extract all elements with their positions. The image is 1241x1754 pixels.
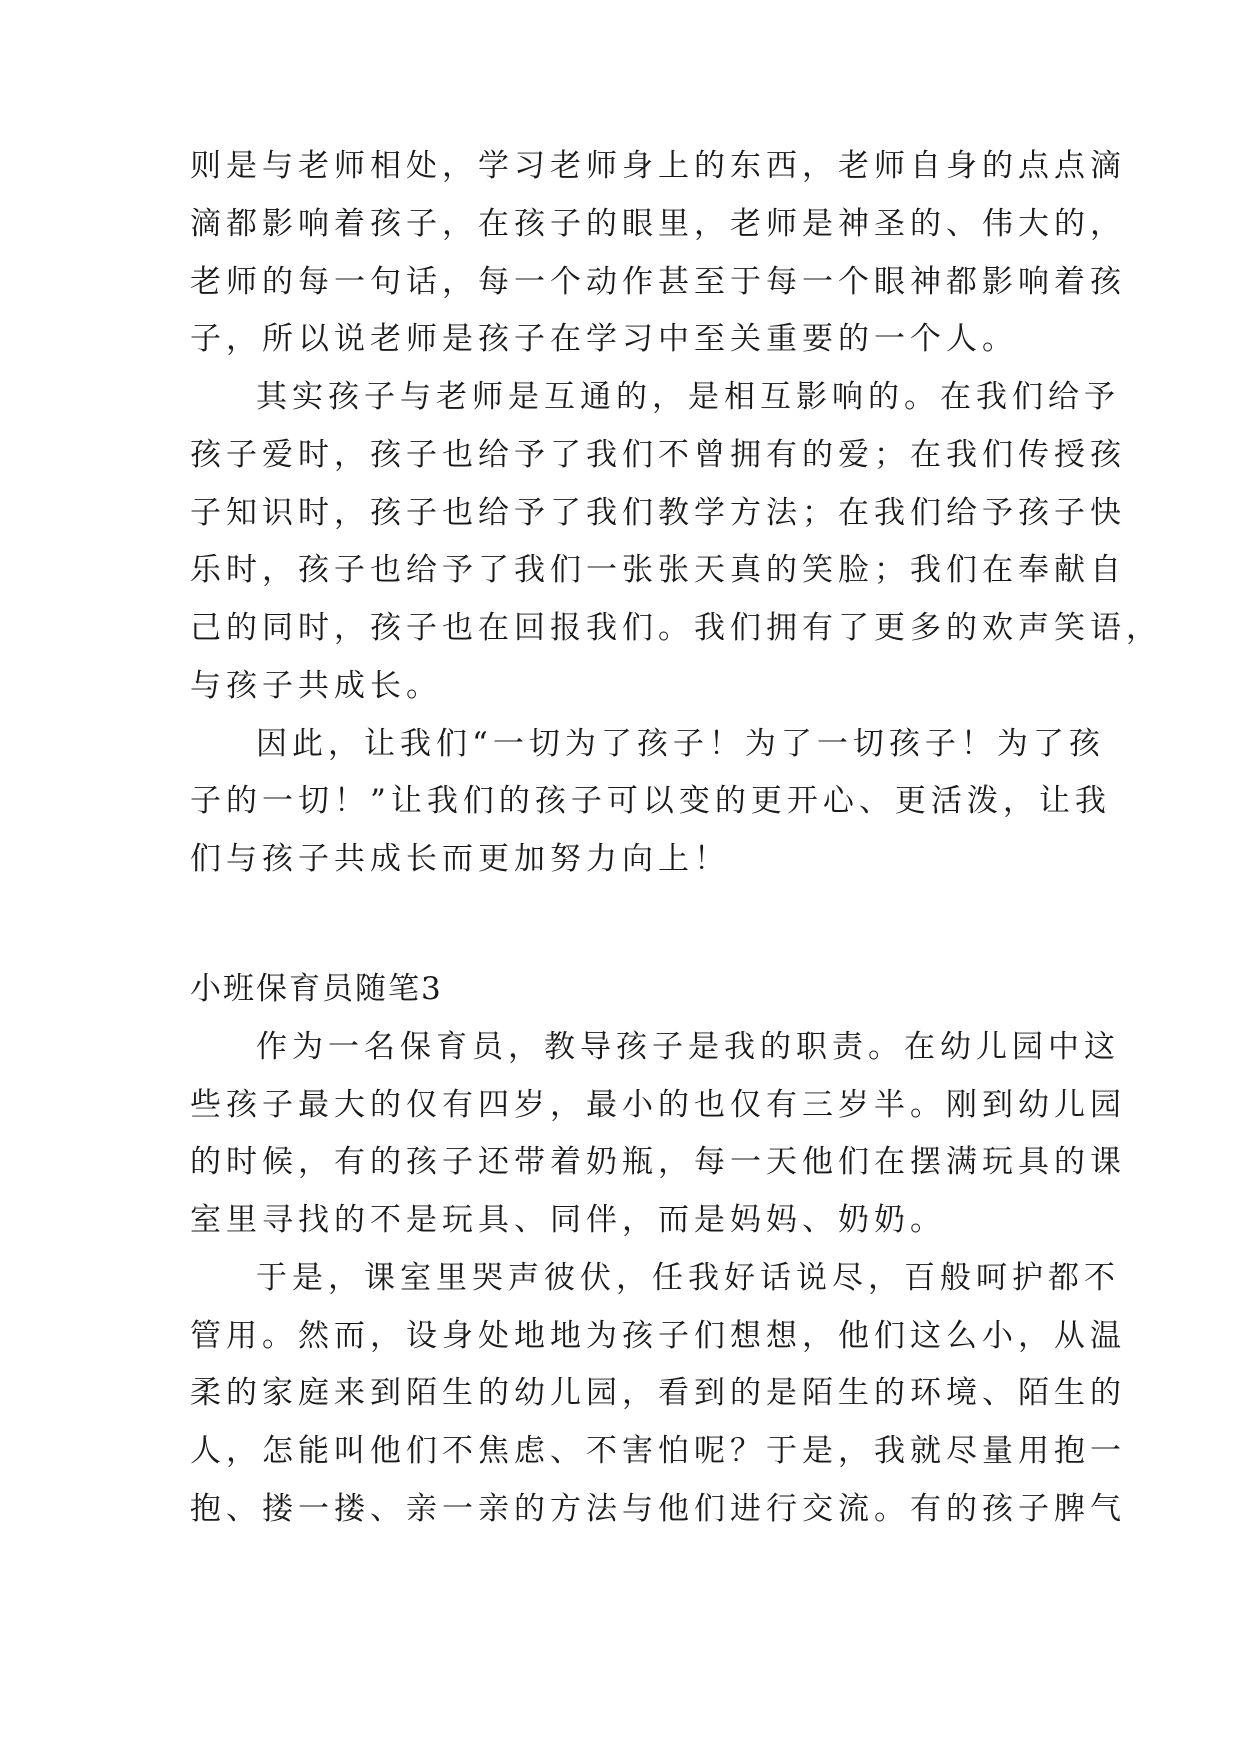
text-line: 人，怎能叫他们不焦虑、不害怕呢？于是，我就尽量用抱一 (190, 1433, 1126, 1469)
section-heading: 小班保育员随笔3 (190, 971, 443, 1007)
text-line: 子知识时，孩子也给予了我们教学方法；在我们给予孩子快 (190, 495, 1126, 531)
text-line: 己的同时，孩子也在回报我们。我们拥有了更多的欢声笑语， (190, 610, 1162, 646)
text-line: 孩子爱时，孩子也给予了我们不曾拥有的爱；在我们传授孩 (190, 437, 1126, 473)
text-line: 乐时，孩子也给予了我们一张张天真的笑脸；我们在奉献自 (190, 552, 1126, 588)
text-line: 则是与老师相处，学习老师身上的东西，老师自身的点点滴 (190, 148, 1126, 184)
text-line: 子的一切！”让我们的孩子可以变的更开心、更活泼，让我 (190, 783, 1111, 819)
text-line: 们与孩子共成长而更加努力向上！ (190, 841, 730, 877)
paragraph-first-line: 其实孩子与老师是互通的，是相互影响的。在我们给予 (256, 379, 1120, 415)
paragraph-first-line: 于是，课室里哭声彼伏，任我好话说尽，百般呵护都不 (256, 1260, 1120, 1296)
text-line: 室里寻找的不是玩具、同伴，而是妈妈、奶奶。 (190, 1202, 946, 1238)
text-line: 的时候，有的孩子还带着奶瓶，每一天他们在摆满玩具的课 (190, 1144, 1126, 1180)
text-line: 与孩子共成长。 (190, 668, 442, 704)
text-line: 子，所以说老师是孩子在学习中至关重要的一个人。 (190, 321, 1018, 357)
paragraph-first-line: 作为一名保育员，教导孩子是我的职责。在幼儿园中这 (256, 1029, 1120, 1065)
text-line: 老师的每一句话，每一个动作甚至于每一个眼神都影响着孩 (190, 264, 1126, 300)
text-line: 抱、搂一搂、亲一亲的方法与他们进行交流。有的孩子脾气 (190, 1491, 1126, 1527)
text-line: 些孩子最大的仅有四岁，最小的也仅有三岁半。刚到幼儿园 (190, 1087, 1126, 1123)
text-line: 滴都影响着孩子，在孩子的眼里，老师是神圣的、伟大的， (190, 206, 1126, 242)
text-line: 管用。然而，设身处地地为孩子们想想，他们这么小，从温 (190, 1318, 1126, 1354)
text-line: 柔的家庭来到陌生的幼儿园，看到的是陌生的环境、陌生的 (190, 1375, 1126, 1411)
paragraph-first-line: 因此，让我们“一切为了孩子！为了一切孩子！为了孩 (256, 726, 1105, 762)
